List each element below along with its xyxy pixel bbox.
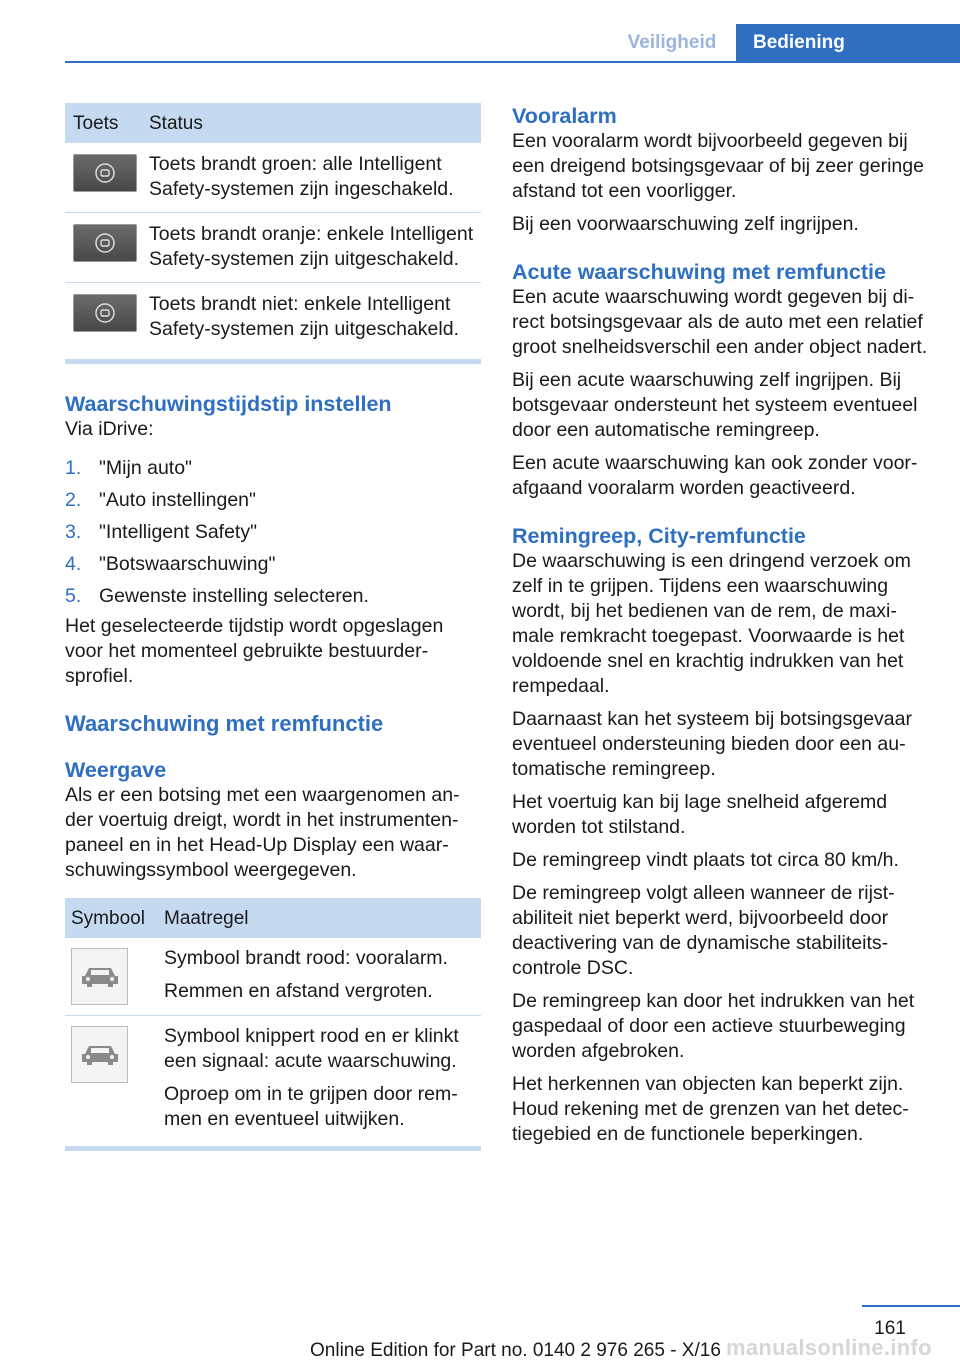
- header-tab-bediening[interactable]: Bediening: [736, 24, 960, 61]
- body-text: Als er een botsing met een waargenomen ander voertuig dreigt, wordt in het instrumentenpaneel en in het Head-Up Display een waarschuwingssymbool weergegeven.: [65, 784, 460, 881]
- body-text: Een acute waarschuwing wordt gegeven bij direct botsingsgevaar als de auto met een relatief groot snelheidsverschil een ander object nadert.: [512, 286, 928, 358]
- body-text: Daarnaast kan het systeem bij botsingsgevaar eventueel ondersteuning bieden door een automatische remingreep.: [512, 708, 912, 780]
- list-item: 1. "Mijn auto": [65, 456, 192, 479]
- page-number: 161: [874, 1318, 906, 1339]
- list-item: 4. "Botswaarschuwing": [65, 552, 276, 575]
- toets-status-table: [65, 103, 481, 364]
- sub-heading-acute: Acute waarschuwing met remfunctie: [512, 260, 886, 284]
- right-column: [512, 103, 928, 1147]
- status-text: Toets brandt groen: alle Intelligent Safety-systemen zijn ingeschakeld.: [149, 153, 454, 200]
- status-text: Toets brandt oranje: enkele Intelligent Safety-systemen zijn uitgeschakeld.: [149, 223, 474, 270]
- body-text: Het herkennen van objecten kan beperkt zijn. Houd rekening met de grenzen van het detectiegebied en de functionele beperkingen.: [512, 1073, 909, 1145]
- column-header-status: Status: [149, 112, 203, 134]
- intelligent-safety-button-icon: [73, 154, 137, 192]
- car-warning-icon: [71, 1026, 128, 1083]
- body-text: Het geselecteerde tijdstip wordt opgeslagen voor het momenteel gebruikte bestuurdersprofiel.: [65, 615, 444, 687]
- edition-text: Online Edition for Part no. 0140 2 976 265 - X/16: [310, 1340, 721, 1361]
- section-heading-instellen: Waarschuwingstijdstip instellen: [65, 392, 392, 416]
- measure-text: Symbool brandt rood: vooralarm.: [164, 947, 448, 969]
- car-warning-icon: [71, 948, 128, 1005]
- table-row: [65, 283, 481, 352]
- table-row: [65, 938, 481, 1016]
- body-text: De waarschuwing is een dringend verzoek om zelf in te grijpen. Tijdens een waarschuwing wordt, bij het bedienen van de rem, de maximale remkracht toegepast. Voorwaarde is het voldoende snel en krachtig indrukken van het rempedaal.: [512, 550, 911, 697]
- table-end-rule: [65, 1146, 481, 1151]
- sub-heading-weergave: Weergave: [65, 758, 167, 782]
- table-header: [65, 898, 481, 938]
- body-text: De remingreep kan door het indrukken van het gaspedaal of door een actieve stuurbeweging worden afgebroken.: [512, 990, 915, 1062]
- column-header-symbool: Symbool: [71, 907, 145, 929]
- table-row: [65, 213, 481, 283]
- body-text: De remingreep volgt alleen wanneer de rijstabiliteit niet beperkt werd, bijvoorbeeld door deactivering van de dynamische stabiliteitscontrole DSC.: [512, 882, 895, 979]
- sub-heading-remingreep: Remingreep, City-remfunctie: [512, 524, 806, 548]
- body-text: Een acute waarschuwing kan ook zonder voorafgaand vooralarm worden geactiveerd.: [512, 452, 918, 499]
- header-tab-veiligheid[interactable]: Veiligheid: [627, 32, 717, 53]
- measure-text: Remmen en afstand vergroten.: [164, 980, 433, 1002]
- footer-rule: [862, 1305, 960, 1307]
- column-header-maatregel: Maatregel: [164, 907, 249, 929]
- column-header-toets: Toets: [73, 112, 119, 134]
- status-text: Toets brandt niet: enkele Intelligent Safety-systemen zijn uitgeschakeld.: [149, 293, 459, 340]
- sub-heading-vooralarm: Vooralarm: [512, 104, 617, 128]
- measure-text: Oproep om in te grijpen door remmen en eventueel uitwijken.: [164, 1083, 458, 1130]
- table-row: [65, 1016, 481, 1142]
- list-item: 2. "Auto instellingen": [65, 488, 256, 511]
- intro-text: Via iDrive:: [65, 418, 154, 440]
- body-text: Het voertuig kan bij lage snelheid afgeremd worden tot stilstand.: [512, 791, 888, 838]
- symbool-maatregel-table: [65, 898, 481, 1151]
- table-row: [65, 143, 481, 213]
- body-text: Bij een acute waarschuwing zelf ingrijpen. Bij botsgevaar ondersteunt het systeem eventueel door een automatische remingreep.: [512, 369, 918, 441]
- table-header: [65, 103, 481, 143]
- intelligent-safety-button-icon: [73, 294, 137, 332]
- list-item: 3. "Intelligent Safety": [65, 520, 258, 543]
- body-text: Een vooralarm wordt bijvoorbeeld gegeven bij een dreigend botsingsgevaar of bij zeer geringe afstand tot een voorligger.: [512, 130, 924, 202]
- list-item: 5. Gewenste instelling selecteren.: [65, 584, 369, 607]
- watermark: manualsonline.info: [726, 1335, 932, 1360]
- left-column: [65, 103, 481, 1151]
- measure-text: Symbool knippert rood en er klinkt een signaal: acute waarschuwing.: [164, 1025, 459, 1072]
- section-heading-remfunctie: Waarschuwing met remfunctie: [65, 711, 384, 736]
- intelligent-safety-button-icon: [73, 224, 137, 262]
- body-text: De remingreep vindt plaats tot circa 80 km/h.: [512, 849, 899, 871]
- header-rule: [65, 61, 960, 63]
- steps-list: [65, 452, 481, 612]
- body-text: Bij een voorwaarschuwing zelf ingrijpen.: [512, 213, 859, 235]
- table-end-rule: [65, 359, 481, 364]
